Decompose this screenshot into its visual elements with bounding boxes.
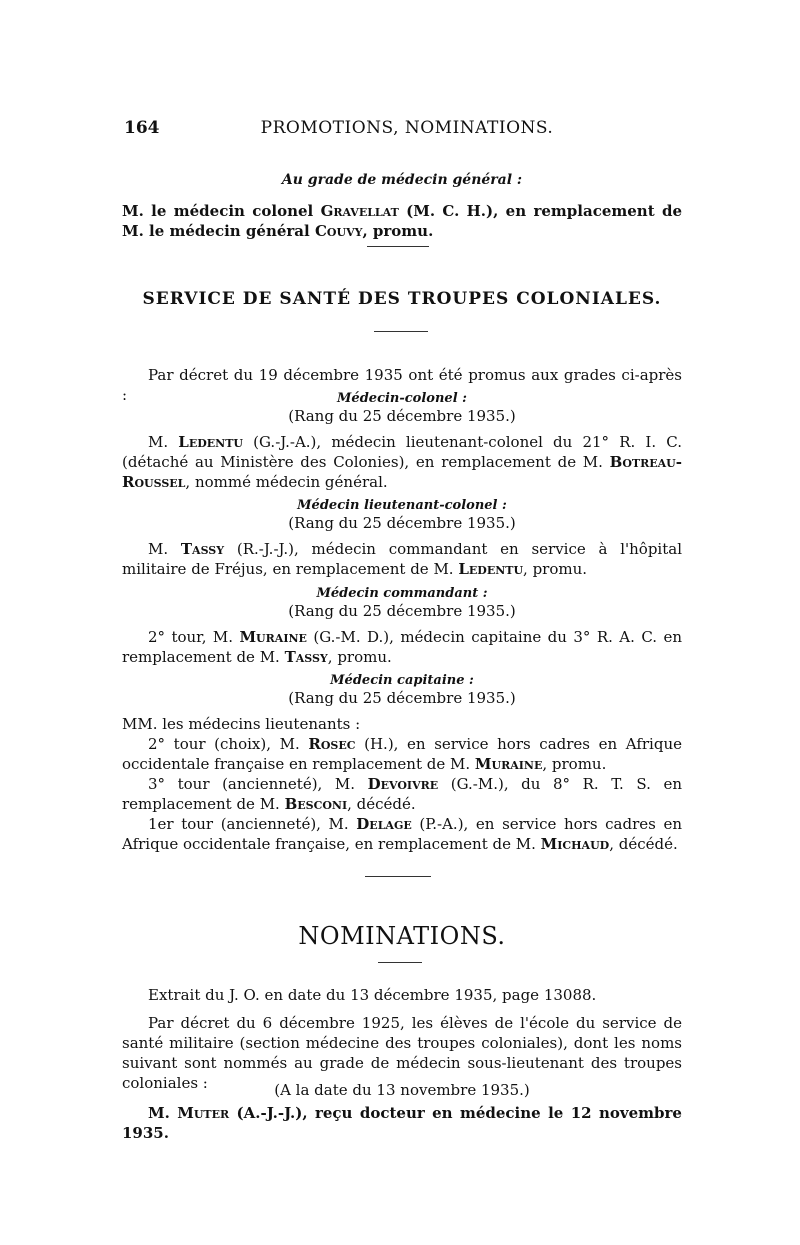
nomination-entry: M. Tassy (R.-J.-J.), médecin commandant en service à l'hôpital militaire de Fréjus, en remplacement de M. Ledentu, promu. [122,540,682,578]
name-couvy: Couvy [314,222,363,240]
decree-line: Par décret du 19 décembre 1935 ont été promus aux grades ci-après : [122,366,682,404]
nominations-decree: Par décret du 6 décembre 1925, les élèves de l'école du service de santé militaire (section médecine des troupes coloniales), dont les noms suivant sont nommés au grade de médecin sous-lieutenant des troupes coloniales : [122,1014,682,1092]
capitaine-lead: MM. les médecins lieutenants : [122,715,361,733]
divider [365,876,431,877]
nominations-date: (A la date du 13 novembre 1935.) [274,1081,530,1099]
nomination-entry: M. Ledentu (G.-J.-A.), médecin lieutenant-colonel du 21° R. I. C. (détaché au Ministère des Colonies), en remplacement de M. Botreau-Roussel, nommé médecin général. [122,433,682,491]
name-gravellat: Gravellat [320,202,399,220]
grade-heading: Médecin capitaine : [330,673,474,688]
nomination-entry: 1er tour (ancienneté), M. Delage (P.-A.), en service hors cadres en Afrique occidentale française, en remplacement de M. Michaud, décédé. [122,815,682,853]
intro-paragraph: M. le médecin colonel Gravellat (M. C. H.), en remplacement de M. le médecin général Couvy, promu. [122,202,682,240]
intro-heading: Au grade de médecin général : [281,172,523,188]
grade-group-colonel [122,391,682,492]
nominations-title: NOMINATIONS. [298,922,506,950]
nomination-entry: 2° tour (choix), M. Rosec (H.), en service hors cadres en Afrique occidentale française en remplacement de M. Muraine, promu. [122,735,682,773]
jo-extract-line: Extrait du J. O. en date du 13 décembre 1935, page 13088. [148,986,597,1004]
section-title: SERVICE DE SANTÉ DES TROUPES COLONIALES. [142,289,662,309]
page-header [112,118,702,142]
grade-heading: Médecin lieutenant-colonel : [297,498,507,513]
grade-heading: Médecin commandant : [316,586,488,601]
rank-line: (Rang du 25 décembre 1935.) [288,689,516,707]
running-title: PROMOTIONS, NOMINATIONS. [260,118,554,138]
divider [374,331,428,332]
grade-heading: Médecin-colonel : [337,391,467,406]
page-number: 164 [124,118,160,138]
grade-group-commandant [122,586,682,667]
grade-group-lieutenant-colonel [122,498,682,579]
nomination-entry: 3° tour (ancienneté), M. Devoivre (G.-M.), du 8° R. T. S. en remplacement de M. Besconi, décédé. [122,775,683,813]
divider [367,246,429,247]
rank-line: (Rang du 25 décembre 1935.) [288,514,516,532]
divider [378,962,422,963]
nomination-entry-muter: M. Muter (A.-J.-J.), reçu docteur en médecine le 12 novembre 1935. [122,1104,682,1142]
rank-line: (Rang du 25 décembre 1935.) [288,407,516,425]
rank-line: (Rang du 25 décembre 1935.) [288,602,516,620]
nomination-entry: 2° tour, M. Muraine (G.-M. D.), médecin capitaine du 3° R. A. C. en remplacement de M. Tassy, promu. [122,628,683,666]
grade-group-capitaine [122,673,682,854]
